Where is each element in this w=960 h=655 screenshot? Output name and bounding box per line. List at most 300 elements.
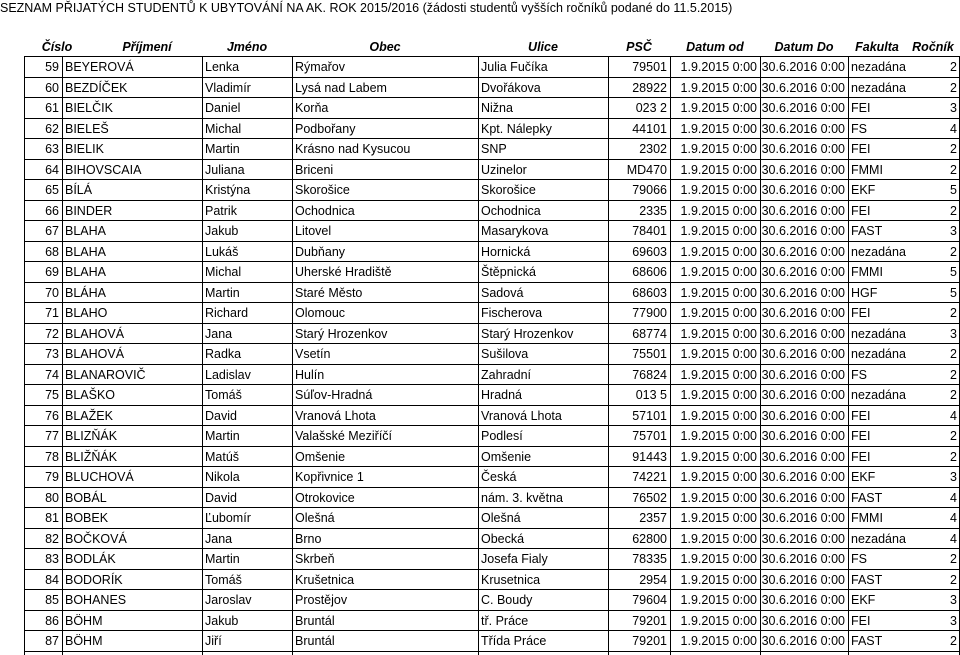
cell-psc: 77900 [632,306,667,320]
cell-psc: 78401 [632,224,667,238]
cell-datum-od: 1.9.2015 0:00 [680,224,757,238]
cell-rocnik: 4 [950,511,957,525]
grid-row-line [24,97,960,98]
cell-psc: MD470 [626,162,667,177]
cell-datum-od: 1.9.2015 0:00 [680,593,757,607]
cell-ulice: Josefa Fialy [481,552,548,566]
cell-jmeno: Jana [205,326,233,341]
grid-row-line [24,384,960,385]
header-prijmeni: Příjmení [122,40,172,54]
cell-prijmeni: BOHANES [65,593,127,607]
cell-ulice: Olešná [481,511,521,525]
cell-jmeno: Martin [205,142,240,156]
cell-prijmeni: BLAHA [65,224,106,238]
grid-column-line [670,56,671,655]
cell-prijmeni: BÍLÁ [65,183,93,197]
cell-datum-od: 1.9.2015 0:00 [680,203,757,218]
cell-datum-do: 30.6.2016 0:00 [761,306,845,320]
cell-ulice: Masarykova [481,224,549,238]
cell-fakulta: nezadána [851,531,906,546]
cell-datum-od: 1.9.2015 0:00 [680,367,757,382]
grid-row-line [24,589,960,590]
cell-prijmeni: BLAHA [65,244,106,259]
cell-jmeno: Vladimír [205,80,251,95]
cell-jmeno: Ľubomír [205,511,251,525]
grid-row-line [24,425,960,426]
cell-psc: 013 5 [635,388,667,402]
cell-prijmeni: BLAŽEK [65,408,113,423]
cell-ulice: Omšenie [481,449,532,464]
cell-psc: 79501 [632,60,667,74]
grid-row-line [24,138,960,139]
grid-row-line [24,118,960,119]
cell-fakulta: nezadána [851,60,906,74]
cell-datum-do: 30.6.2016 0:00 [761,449,845,464]
grid-row-line [24,302,960,303]
cell-ulice: Štěpnická [481,265,536,279]
table-row [0,98,960,119]
table-row [0,590,960,611]
cell-datum-od: 1.9.2015 0:00 [680,101,757,115]
cell-prijmeni: BLAHO [65,306,108,320]
cell-jmeno: Lukáš [205,244,239,259]
grid-row-line [24,77,960,78]
cell-jmeno: Richard [205,306,249,320]
cell-datum-od: 1.9.2015 0:00 [680,449,757,464]
cell-cislo: 79 [45,470,59,484]
grid-row-line [24,159,960,160]
table-row [0,529,960,550]
cell-obec: Krásno nad Kysucou [295,142,411,156]
cell-datum-do: 30.6.2016 0:00 [761,121,845,136]
cell-psc: 2954 [639,572,667,587]
cell-prijmeni: BLAHOVÁ [65,326,125,341]
cell-psc: 28922 [632,80,667,95]
table-row [0,119,960,140]
grid-row-line [24,548,960,549]
cell-psc: 79066 [632,183,667,197]
cell-datum-do: 30.6.2016 0:00 [761,265,845,279]
cell-psc: 75501 [632,347,667,361]
grid-row-line [24,323,960,324]
cell-datum-do: 30.6.2016 0:00 [761,142,845,156]
cell-datum-od: 1.9.2015 0:00 [680,408,757,423]
table-row [0,344,960,365]
cell-prijmeni: BINDER [65,203,113,218]
table-row [0,549,960,570]
cell-ulice: Podlesí [481,429,523,443]
cell-fakulta: FMMI [851,511,883,525]
grid-row-line [24,241,960,242]
table-row [0,160,960,181]
cell-datum-do: 30.6.2016 0:00 [761,347,845,361]
cell-ulice: Česká [481,470,517,484]
cell-jmeno: Martin [205,429,240,443]
cell-fakulta: EKF [851,593,876,607]
cell-ulice: Obecká [481,531,525,546]
cell-fakulta: FEI [851,203,871,218]
cell-obec: Olomouc [295,306,346,320]
grid-row-line [24,364,960,365]
cell-rocnik: 3 [950,593,957,607]
cell-datum-do: 30.6.2016 0:00 [761,80,845,95]
table-row [0,488,960,509]
cell-prijmeni: BODORÍK [65,572,123,587]
cell-cislo: 64 [45,162,59,177]
grid-column-line [62,56,63,655]
cell-rocnik: 2 [950,162,957,177]
cell-psc: 68603 [632,285,667,300]
cell-datum-od: 1.9.2015 0:00 [680,326,757,341]
cell-datum-do: 30.6.2016 0:00 [761,408,845,423]
cell-obec: Dubňany [295,244,346,259]
table-row [0,201,960,222]
cell-obec: Podbořany [295,121,356,136]
cell-ulice: Zahradní [481,367,532,382]
cell-rocnik: 2 [950,634,957,648]
cell-fakulta: FS [851,367,867,382]
cell-datum-od: 1.9.2015 0:00 [680,306,757,320]
cell-datum-od: 1.9.2015 0:00 [680,183,757,197]
cell-psc: 2302 [639,142,667,156]
grid-row-line [24,343,960,344]
grid-row-line [24,651,960,652]
cell-rocnik: 2 [950,347,957,361]
cell-psc: 44101 [632,121,667,136]
cell-cislo: 73 [45,347,59,361]
table-row [0,570,960,591]
cell-fakulta: nezadána [851,326,906,341]
grid-column-line [202,56,203,655]
cell-obec: Ochodnica [295,203,355,218]
cell-jmeno: Tomáš [205,388,242,402]
cell-obec: Starý Hrozenkov [295,326,388,341]
cell-prijmeni: BEZDÍČEK [65,80,128,95]
cell-ulice: Fischerova [481,306,543,320]
cell-datum-do: 30.6.2016 0:00 [761,552,845,566]
cell-jmeno: Jana [205,531,233,546]
grid-row-line [24,487,960,488]
cell-rocnik: 3 [950,224,957,238]
cell-prijmeni: BÖHM [65,613,103,628]
cell-fakulta: HGF [851,285,878,300]
cell-psc: 79201 [632,634,667,648]
cell-datum-od: 1.9.2015 0:00 [680,142,757,156]
cell-datum-od: 1.9.2015 0:00 [680,162,757,177]
cell-prijmeni: BIELEŠ [65,121,109,136]
cell-prijmeni: BLUCHOVÁ [65,470,134,484]
cell-ulice: Nižna [481,101,513,115]
cell-rocnik: 2 [950,449,957,464]
cell-cislo: 68 [45,244,59,259]
cell-rocnik: 2 [950,244,957,259]
cell-rocnik: 2 [950,60,957,74]
grid-row-line [24,528,960,529]
cell-datum-do: 30.6.2016 0:00 [761,326,845,341]
grid-column-line [760,56,761,655]
cell-rocnik: 2 [950,142,957,156]
cell-prijmeni: BOBEK [65,511,109,525]
cell-obec: Skrbeň [295,552,335,566]
cell-jmeno: Jakub [205,613,239,628]
grid-row-line [24,466,960,467]
cell-obec: Bruntál [295,613,335,628]
cell-prijmeni: BLIŽŇÁK [65,449,118,464]
cell-prijmeni: BLIZŇÁK [65,429,118,443]
cell-rocnik: 2 [950,388,957,402]
table-row [0,139,960,160]
table-row [0,303,960,324]
cell-psc: 79604 [632,593,667,607]
cell-jmeno: Michal [205,265,242,279]
cell-rocnik: 5 [950,285,957,300]
cell-cislo: 74 [45,367,59,382]
cell-datum-do: 30.6.2016 0:00 [761,613,845,628]
cell-fakulta: FEI [851,142,871,156]
cell-prijmeni: BIHOVSCAIA [65,162,142,177]
cell-psc: 75701 [632,429,667,443]
cell-ulice: Sušilova [481,347,529,361]
cell-fakulta: FEI [851,408,871,423]
cell-datum-do: 30.6.2016 0:00 [761,367,845,382]
header-obec: Obec [369,40,401,54]
cell-rocnik: 4 [950,408,957,423]
cell-cislo: 61 [45,101,59,115]
cell-jmeno: David [205,490,237,505]
cell-rocnik: 3 [950,101,957,115]
cell-cislo: 80 [45,490,59,505]
cell-datum-do: 30.6.2016 0:00 [761,511,845,525]
table-row [0,221,960,242]
cell-datum-do: 30.6.2016 0:00 [761,470,845,484]
cell-obec: Brno [295,531,322,546]
cell-jmeno: Michal [205,121,242,136]
cell-datum-do: 30.6.2016 0:00 [761,593,845,607]
cell-datum-do: 30.6.2016 0:00 [761,388,845,402]
grid-row-line [24,261,960,262]
cell-prijmeni: BIELIK [65,142,104,156]
cell-fakulta: FEI [851,449,871,464]
cell-psc: 79201 [632,613,667,628]
cell-datum-od: 1.9.2015 0:00 [680,429,757,443]
cell-jmeno: Juliana [205,162,245,177]
table-row [0,426,960,447]
cell-jmeno: Nikola [205,470,240,484]
cell-prijmeni: BLANAROVIČ [65,367,146,382]
cell-fakulta: FS [851,552,867,566]
cell-prijmeni: BLÁHA [65,285,106,300]
cell-datum-od: 1.9.2015 0:00 [680,347,757,361]
table-row [0,385,960,406]
header-jmeno: Jméno [226,40,268,54]
table-row [0,242,960,263]
page-title: SEZNAM PŘIJATÝCH STUDENTŮ K UBYTOVÁNÍ NA AK. ROK 2015/2016 (žádosti studentů vyšších ročníků podané do 11.5.2015) [0,1,733,15]
grid-row-line [24,630,960,631]
cell-obec: Vranová Lhota [295,408,376,423]
cell-fakulta: FEI [851,101,871,115]
cell-prijmeni: BLAŠKO [65,388,116,402]
cell-ulice: SNP [481,142,507,156]
table-row [0,57,960,78]
cell-obec: Bruntál [295,634,335,648]
cell-ulice: Hradná [481,388,522,402]
cell-prijmeni: BÖHM [65,634,103,648]
cell-cislo: 76 [45,408,59,423]
grid-row-line [24,56,960,57]
cell-datum-do: 30.6.2016 0:00 [761,183,845,197]
cell-prijmeni: BOČKOVÁ [65,531,127,546]
cell-cislo: 69 [45,265,59,279]
cell-psc: 69603 [632,244,667,259]
cell-ulice: C. Boudy [481,593,533,607]
table-row [0,262,960,283]
cell-obec: Otrokovice [295,490,355,505]
cell-datum-od: 1.9.2015 0:00 [680,265,757,279]
cell-obec: Lysá nad Labem [295,80,387,95]
cell-prijmeni: BIELČIK [65,101,113,115]
cell-jmeno: Kristýna [205,183,251,197]
table-row [0,324,960,345]
cell-fakulta: FEI [851,306,871,320]
cell-jmeno: Lenka [205,60,240,74]
cell-jmeno: Martin [205,552,240,566]
cell-psc: 57101 [632,408,667,423]
cell-datum-do: 30.6.2016 0:00 [761,634,845,648]
cell-prijmeni: BOBÁL [65,490,107,505]
cell-datum-od: 1.9.2015 0:00 [680,388,757,402]
cell-rocnik: 2 [950,367,957,382]
cell-cislo: 84 [45,572,59,587]
cell-cislo: 85 [45,593,59,607]
cell-obec: Vsetín [295,347,331,361]
table-row [0,283,960,304]
cell-psc: 023 2 [635,101,667,115]
cell-jmeno: Jakub [205,224,239,238]
grid-column-line [608,56,609,655]
cell-ulice: Skorošice [481,183,536,197]
cell-obec: Valašské Meziříčí [295,429,393,443]
cell-jmeno: Patrik [205,203,237,218]
table-row [0,365,960,386]
cell-obec: Uherské Hradiště [295,265,392,279]
cell-datum-do: 30.6.2016 0:00 [761,429,845,443]
cell-psc: 74221 [632,470,667,484]
cell-rocnik: 5 [950,265,957,279]
cell-cislo: 82 [45,531,59,546]
cell-fakulta: FMMI [851,162,883,177]
grid-row-line [24,179,960,180]
grid-row-line [24,610,960,611]
cell-jmeno: Radka [205,347,242,361]
cell-cislo: 81 [45,511,59,525]
cell-obec: Kopřivnice 1 [295,470,364,484]
cell-fakulta: FEI [851,429,871,443]
cell-obec: Rýmařov [295,60,346,74]
table-row [0,406,960,427]
cell-rocnik: 2 [950,572,957,587]
cell-cislo: 65 [45,183,59,197]
cell-fakulta: nezadána [851,80,906,95]
cell-cislo: 71 [45,306,59,320]
cell-rocnik: 2 [950,203,957,218]
table-row [0,631,960,652]
cell-jmeno: David [205,408,237,423]
cell-jmeno: Ladislav [205,367,251,382]
cell-jmeno: Matúš [205,449,240,464]
cell-rocnik: 4 [950,121,957,136]
cell-ulice: nám. 3. května [481,490,563,505]
header-datum-od: Datum od [686,40,744,54]
cell-rocnik: 2 [950,80,957,95]
cell-datum-od: 1.9.2015 0:00 [680,511,757,525]
cell-datum-od: 1.9.2015 0:00 [680,244,757,259]
cell-datum-od: 1.9.2015 0:00 [680,285,757,300]
grid-column-line [24,56,25,655]
cell-cislo: 83 [45,552,59,566]
cell-cislo: 77 [45,429,59,443]
cell-fakulta: FS [851,121,867,136]
cell-cislo: 62 [45,121,59,136]
grid-column-line [478,56,479,655]
cell-obec: Olešná [295,511,335,525]
cell-ulice: Kpt. Nálepky [481,121,552,136]
table-row [0,447,960,468]
cell-fakulta: FAST [851,490,883,505]
cell-datum-od: 1.9.2015 0:00 [680,470,757,484]
cell-datum-od: 1.9.2015 0:00 [680,552,757,566]
cell-rocnik: 2 [950,306,957,320]
cell-datum-od: 1.9.2015 0:00 [680,613,757,628]
cell-datum-do: 30.6.2016 0:00 [761,285,845,300]
cell-obec: Litovel [295,224,332,238]
cell-psc: 78335 [632,552,667,566]
table-header-row [0,38,960,56]
cell-ulice: Sadová [481,285,524,300]
cell-fakulta: FMMI [851,265,883,279]
header-datum-do: Datum Do [774,40,834,54]
cell-fakulta: EKF [851,183,876,197]
cell-psc: 68606 [632,265,667,279]
header-ulice: Ulice [528,40,558,54]
cell-datum-od: 1.9.2015 0:00 [680,60,757,74]
cell-obec: Korňa [295,101,329,115]
cell-psc: 2335 [639,203,667,218]
cell-datum-do: 30.6.2016 0:00 [761,162,845,177]
cell-fakulta: nezadána [851,244,906,259]
grid-row-line [24,507,960,508]
cell-cislo: 66 [45,203,59,218]
cell-datum-do: 30.6.2016 0:00 [761,572,845,587]
table-row [0,467,960,488]
cell-cislo: 67 [45,224,59,238]
cell-cislo: 70 [45,285,59,300]
cell-rocnik: 4 [950,490,957,505]
cell-ulice: Hornická [481,244,531,259]
grid-row-line [24,200,960,201]
cell-rocnik: 2 [950,429,957,443]
cell-datum-do: 30.6.2016 0:00 [761,203,845,218]
cell-ulice: Vranová Lhota [481,408,562,423]
cell-prijmeni: BLAHOVÁ [65,347,125,361]
cell-rocnik: 2 [950,552,957,566]
cell-jmeno: Jiří [205,634,222,648]
cell-obec: Krušetnica [295,572,355,587]
cell-jmeno: Jaroslav [205,593,252,607]
table-body [0,57,960,652]
cell-datum-od: 1.9.2015 0:00 [680,490,757,505]
cell-psc: 76824 [632,367,667,382]
cell-obec: Briceni [295,162,334,177]
